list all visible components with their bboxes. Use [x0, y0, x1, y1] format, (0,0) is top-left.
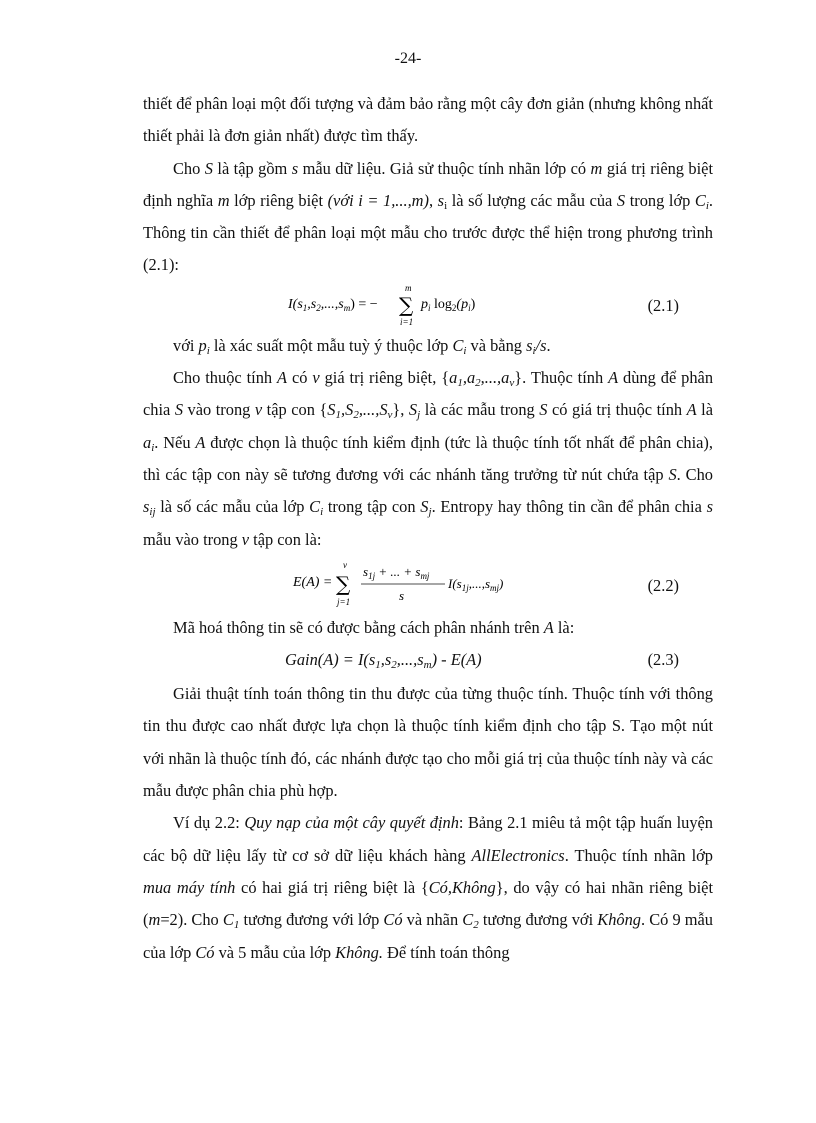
svg-text:s1j + ... + smj: $s_{1j}$ + ... + $s_{mj}$: [363, 563, 430, 581]
equation-number: (2.3): [647, 650, 679, 670]
svg-text:∑: ∑: [336, 571, 351, 596]
svg-text:j=1: j=1: [337, 596, 351, 607]
equation-number: (2.1): [647, 295, 679, 315]
paragraph-attribute-partition: Cho thuộc tính A có v giá trị riêng biệt, $\{a_1,a_2,...,a_v\}$. Thuộc tính A dùng để phân chia S vào trong v tập con $\{S_1,S_2,...,S_v\}$, $S_j$ là các mẫu trong S có giá trị thuộc tính A là $a_i$. Nếu A được chọn là thuộc tính kiểm định (tức là thuộc tính tốt nhất để phân chia), thì các tập con này sẽ tương đương với các nhánh tăng trưởng từ nút chứa tập S. Cho $s_{ij}$ là số các mẫu của lớp $C_i$ trong tập con $S_j$. Entropy hay thông tin cần để phân chia s mẫu vào trong v tập con là:: [143, 368, 714, 549]
paragraph-probability: với $p_i$ là xác suất một mẫu tuỳ ý thuộc lớp $C_i$ và bằng $s_i/s$.: [173, 335, 551, 357]
paragraph-dataset-definition: Cho S là tập gồm s mẫu dữ liệu. Giả sử thuộc tính nhãn lớp có m giá trị riêng biệt định nghĩa m lớp riêng biệt (với i = 1,...,m), $s_i$ là số lượng các mẫu của S trong lớp $C_i$. Thông tin cần thiết để phân loại một mẫu cho trước được thể hiện trong phương trình (2.1):: [143, 158, 714, 275]
svg-text:v: v: [343, 559, 347, 570]
equation-2-3: [143, 644, 713, 678]
svg-text:i=1: i=1: [400, 316, 414, 327]
svg-text:pi log2(pi): $p_i$ $\log_2(p_i)$: [421, 296, 476, 313]
page-content: [143, 88, 713, 969]
equation-2-2: [143, 556, 713, 612]
equation-number: (2.2): [647, 575, 679, 595]
svg-text:I(s1j,...,smj): $I(s_{1j},...,s_{mj})$: [448, 575, 504, 593]
svg-text:m: m: [405, 282, 412, 293]
equation-2-2-formula: [293, 558, 543, 610]
page-number: -24-: [394, 50, 422, 67]
paragraph-gain-intro: Mã hoá thông tin sẽ có được bằng cách phân nhánh trên A là:: [173, 617, 575, 637]
paragraph-continuation: thiết để phân loại một đối tượng và đảm bảo rằng một cây đơn giản (nhưng không nhất thiết phải là đơn giản nhất) được tìm thấy.: [143, 94, 713, 146]
paragraph-algorithm: Giải thuật tính toán thông tin thu được của từng thuộc tính. Thuộc tính với thông tin thu được cao nhất được lựa chọn là thuộc tính kiểm định cho tập S. Tạo một nút với nhãn là thuộc tính đó, các nhánh được tạo cho mỗi giá trị của thuộc tính này và các mẫu được phân chia phù hợp.: [143, 684, 713, 801]
svg-text:∑: ∑: [399, 292, 414, 317]
equation-2-3-formula: Gain(A) = $I(s_1,s_2,...,s_m) - E(A)$: [285, 650, 482, 672]
svg-text:E(A) =: E(A) =: [293, 574, 333, 590]
equation-2-1: [143, 282, 713, 330]
svg-text:I(s1,s2,...,sm) = −: $I(s_1,s_2,...,s_m)$ = −: [288, 296, 378, 313]
paragraph-example: Ví dụ 2.2: Quy nạp của một cây quyết định: Bảng 2.1 miêu tả một tập huấn luyện các bộ dữ liệu lấy từ cơ sở dữ liệu khách hàng AllElectronics. Thuộc tính nhãn lớp mua máy tính có hai giá trị riêng biệt là {Có,Không}, do vậy có hai nhãn riêng biệt (m=2). Cho $C_1$ tương đương với lớp Có và nhãn $C_2$ tương đương với Không. Có 9 mẫu của lớp Có và 5 mẫu của lớp Không. Để tính toán thông: [143, 813, 714, 962]
svg-text:s: s: [399, 587, 405, 603]
equation-2-1-formula: [288, 284, 508, 328]
